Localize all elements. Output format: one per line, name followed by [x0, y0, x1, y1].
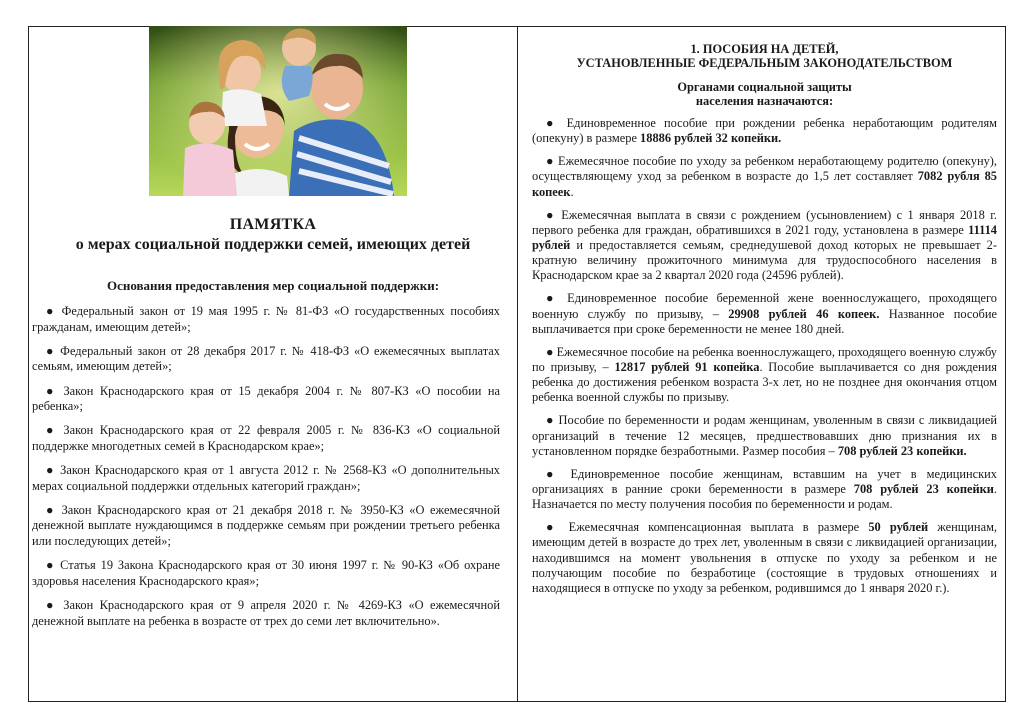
benefit-text: ● Ежемесячное пособие по уходу за ребенком неработающему родителю (опекуну), осуществляющему уход за ребенком в возрасте до 1,5 лет составляет: [532, 154, 997, 184]
basis-heading: Основания предоставления мер социальной поддержки:: [106, 278, 440, 293]
benefits-subheading-line2: населения назначаются:: [695, 94, 834, 108]
benefit-amount: 12817 рублей 91 копейка: [614, 360, 760, 375]
benefit-text: . Назначается по месту получения пособия по беременности и родам.: [532, 482, 998, 512]
benefit-text: . Пособие выплачивается со дня рождения ребенка до достижения ребенком возраста 3-х лет, но не позднее дня окончания отцом ребенка военной службы по призыву.: [532, 360, 997, 405]
benefit-amount: 29908 рублей 46 копеек.: [728, 306, 880, 321]
family-photo: [149, 26, 407, 196]
benefit-text: ● Ежемесячное пособие на ребенка военнослужащего, проходящего военную службу по призыву, –: [532, 344, 997, 375]
legal-basis-list: [32, 304, 500, 638]
benefits-heading: [532, 42, 997, 70]
benefit-item: [532, 291, 997, 337]
memo-subtitle: о мерах социальной поддержки семей, имеющих детей: [75, 236, 471, 253]
benefits-heading-line2: УСТАНОВЛЕННЫЕ ФЕДЕРАЛЬНЫМ ЗАКОНОДАТЕЛЬСТВОМ: [576, 56, 953, 70]
benefit-item: [532, 345, 997, 406]
benefits-column: [518, 27, 1005, 701]
benefit-amount: 708 рублей 23 копейки: [853, 482, 994, 497]
benefits-subheading-line1: Органами социальной защиты: [677, 80, 852, 94]
benefit-item: [532, 208, 997, 284]
benefit-text: ● Ежемесячная компенсационная выплата в размере: [546, 520, 869, 535]
benefit-amount: 708 рублей 23 копейки.: [837, 443, 967, 458]
memo-title: ПАМЯТКА: [229, 216, 317, 233]
benefit-item: [532, 520, 997, 596]
benefits-heading-line1: 1. ПОСОБИЯ НА ДЕТЕЙ,: [690, 42, 839, 56]
benefit-amount: 11114 рублей: [532, 222, 997, 253]
benefit-item: [532, 467, 997, 513]
benefit-amount: 18886 рублей 32 копейки.: [640, 131, 782, 146]
benefit-text: Названное пособие выплачивается при сроке беременности не менее 180 дней.: [532, 306, 997, 336]
benefit-text: ● Единовременное пособие женщинам, вставшим на учет в медицинских организациях в ранние сроки беременности в размере: [532, 466, 997, 497]
benefit-item: [532, 116, 997, 146]
legal-basis-item: ● Закон Краснодарского края от 9 апреля 2020 г. № 4269-КЗ «О ежемесячной денежной выплате на ребенка в возрасте от трех до семи лет включительно».: [32, 598, 500, 628]
legal-basis-item: ● Закон Краснодарского края от 1 августа 2012 г. № 2568-КЗ «О дополнительных мерах социальной поддержки отдельных категорий граждан»;: [32, 463, 500, 493]
benefit-text: и предоставляется семьям, среднедушевой доход которых не превышает 2-кратную величину прожиточного минимума для трудоспособного населения в Краснодарском крае за 2 квартал 2020 года (24596 рублей).: [532, 238, 997, 283]
legal-basis-item: ● Федеральный закон от 19 мая 1995 г. № 81-ФЗ «О государственных пособиях гражданам, имеющим детей»;: [32, 304, 500, 334]
benefit-text: ● Пособие по беременности и родам женщинам, уволенным в связи с ликвидацией организаций в течение 12 месяцев, предшествовавших дню признания их в установленном порядке безработными. Размер пособия –: [532, 413, 997, 458]
legal-basis-item: ● Статья 19 Закона Краснодарского края от 30 июня 1997 г. № 90-КЗ «Об охране здоровья населения Краснодарского края»;: [32, 558, 500, 588]
memo-title-block: [29, 215, 517, 255]
benefit-text: женщинам, имеющим детей в возрасте до трех лет, уволенным в связи с ликвидацией организации, находившимся на момент увольнения в отпуске по уходу за ребенком и не получающим пособие по безработице (состоящие в трудовых отношениях и находящиеся в отпуске по уходу за ребенком, родившимся до 1 января 2020 г.).: [532, 520, 998, 596]
benefit-item: [532, 413, 997, 459]
legal-basis-item: ● Закон Краснодарского края от 22 февраля 2005 г. № 836-КЗ «О социальной поддержке многодетных семей в Краснодарском крае»;: [32, 423, 500, 453]
benefit-item: [532, 154, 997, 200]
benefit-text: .: [570, 184, 574, 199]
benefit-amount: 7082 рубля 85 копеек: [532, 169, 997, 199]
benefit-text: ● Единовременное пособие беременной жене военнослужащего, проходящего военную службу по призыву, –: [532, 291, 997, 321]
benefits-subheading: [532, 80, 997, 108]
benefit-text: ● Единовременное пособие при рождении ребенка неработающим родителям (опекуну) в размере: [532, 116, 997, 146]
benefit-amount: 50 рублей: [868, 520, 929, 535]
legal-basis-item: ● Федеральный закон от 28 декабря 2017 г. № 418-ФЗ «О ежемесячных выплатах семьям, имеющим детей»;: [32, 343, 500, 374]
benefit-text: ● Ежемесячная выплата в связи с рождением (усыновлением) с 1 января 2018 г. первого ребенка для граждан, обратившихся в 2021 году, установлена в размере: [532, 207, 997, 237]
legal-basis-item: ● Закон Краснодарского края от 21 декабря 2018 г. № 3950-КЗ «О ежемесячной денежной выплате нуждающимся в поддержке семьям при рождении третьего ребенка или последующих детей»;: [32, 502, 500, 548]
legal-basis-item: ● Закон Краснодарского края от 15 декабря 2004 г. № 807-КЗ «О пособии на ребенка»;: [32, 383, 500, 414]
